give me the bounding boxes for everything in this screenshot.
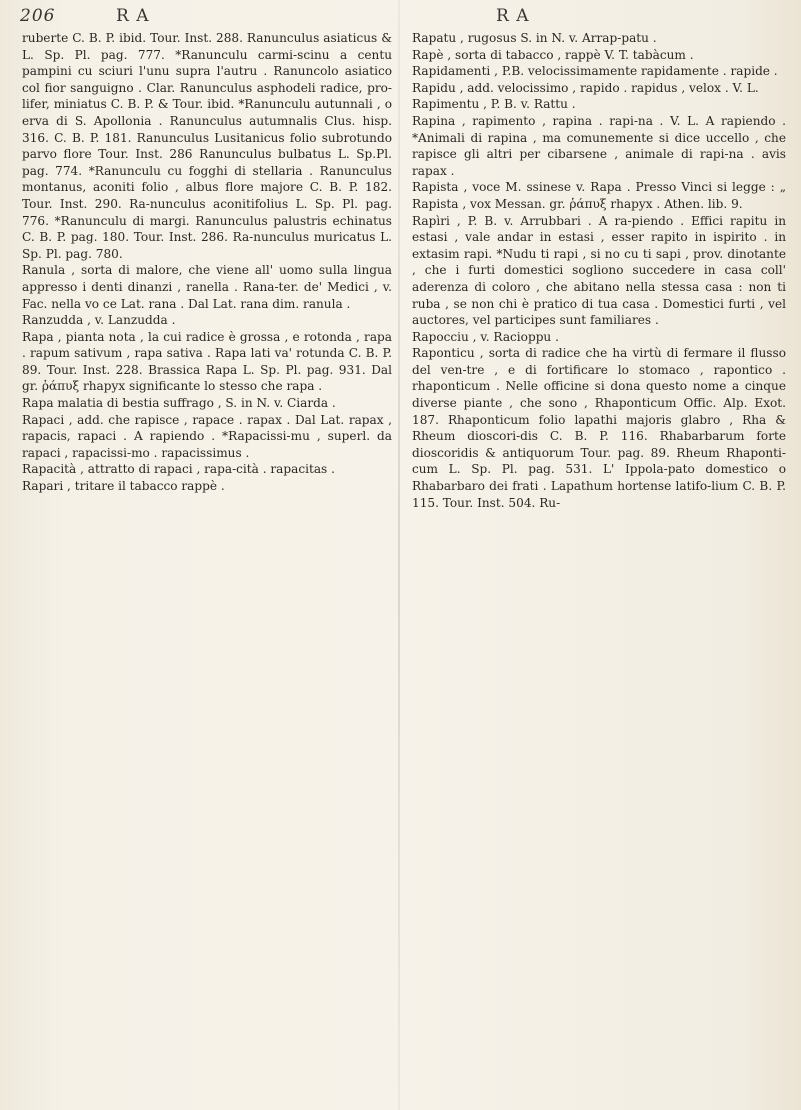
left-column bbox=[22, 30, 392, 495]
entry-rapatu: Rapatu , rugosus S. in N. v. Arrap-patu . bbox=[412, 31, 657, 45]
entry-rapimentu: Rapimentu , P. B. v. Rattu . bbox=[412, 97, 576, 112]
entry-raponticu: Raponticu , sorta di radice che ha virtù di fermare il flusso del ven-tre , e di fortificare lo stomaco , rapontico . rhaponticum . Nelle officine si dona questo nome a cinque diverse piante , che sono , Rhaponticum Offic. Alp. Exot. 187. Rhaponticum folio lapathi majoris glabro , Rha & Rheum dioscori-dis C. B. P. 116. Rhabarbarum forte dioscoridis & antiquorum Tour. pag. 89. Rheum Rhaponti-cum L. Sp. Pl. pag. 531. L' Ippola-pato domestico o Rhabarbaro dei frati . Lapathum hortense latifo-lium C. B. P. 115. Tour. Inst. 504. Ru- bbox=[412, 346, 786, 510]
entry-ranzudda: Ranzudda , v. Lanzudda . bbox=[22, 313, 176, 328]
page-number: 206 bbox=[20, 6, 56, 26]
entry-rapidamenti: Rapidamenti , P.B. velocissimamente rapidamente . rapide . bbox=[412, 64, 778, 79]
entry-rapa: Rapa , pianta nota , la cui radice è grossa , e rotonda , rapa . rapum sativum , rapa sativa . Rapa lati va' rotunda C. B. P. 89. Tour. Inst. 228. Brassica Rapa L. Sp. Pl. pag. 931. Dal gr. ῥάπυξ rhapyx significante lo stesso che rapa . bbox=[22, 329, 392, 394]
entry-rapocciu: Rapocciu , v. Racioppu . bbox=[412, 329, 559, 344]
entry-ranunculus-cont: ruberte C. B. P. ibid. Tour. Inst. 288. Ranunculus asiaticus & L. Sp. Pl. pag. 777. *Ranunculu carmi-scinu a centu pampini cu sciuri l'unu supra l'autru . Ranuncolo asiatico col fior sanguigno . Clar. Ranunculus asphodeli radice, pro-lifer, miniatus C. B. P. & Tour. ibid. *Ranunculu autunnali , o erva di S. Apollonia . Ranunculus autumnalis Clus. hisp. 316. C. B. P. 181. Ranunculus Lusitanicus folio subrotundo parvo flore Tour. Inst. 286 Ranunculus bulbatus L. Sp.Pl. pag. 774. *Ranunculu cu fogghi di stellaria . Ranunculus montanus, aconiti folio , albus flore majore C. B. P. 182. Tour. Inst. 290. Ra-nunculus aconitifolius L. Sp. Pl. pag. 776. *Ranunculu di margi. Ranunculus palustris echinatus C. B. P. pag. 180. Tour. Inst. 286. Ra-nunculus muricatus L. Sp. Pl. pag. 780. bbox=[22, 31, 392, 261]
entry-rapista: Rapista , voce M. ssinese v. Rapa . Presso Vinci si legge : „ Rapista , vox Messan. gr. ῥάπυξ rhapyx . Athen. lib. 9. bbox=[412, 180, 786, 211]
running-head-right: R A bbox=[496, 6, 530, 26]
entry-rapidu: Rapidu , add. velocissimo , rapido . rapidus , velox . V. L. bbox=[412, 80, 759, 95]
running-head-left: R A bbox=[116, 6, 150, 26]
entry-rapacita: Rapacità , attratto di rapaci , rapa-cità . rapacitas . bbox=[22, 462, 335, 477]
right-column bbox=[412, 30, 786, 511]
entry-rapaci: Rapaci , add. che rapisce , rapace . rapax . Dal Lat. rapax , rapacis, rapaci . A rapiendo . *Rapacissi-mu , superl. da rapaci , rapacissi-mo . rapacissimus . bbox=[22, 412, 392, 460]
entry-rapina: Rapina , rapimento , rapina . rapi-na . V. L. A rapiendo . *Animali di rapina , ma comunemente si dice uccello , che rapisce gli altri per cibarsene , animale di rapi-na . avis rapax . bbox=[412, 113, 786, 178]
entry-rapa-malatia: Rapa malatia di bestia suffrago , S. in N. v. Ciarda . bbox=[22, 396, 336, 411]
entry-rapiri: Rapìri , P. B. v. Arrubbari . A ra-piendo . Effici rapitu in estasi , vale andar in estasi , esser rapito in ispirito . in extasim rapi. *Nudu ti rapi , si no cu ti sapi , prov. dinotante , che i furti domestici sogliono succedere in casa coll' aderenza di coloro , che abitano nella stessa casa : non ti ruba , se non chi è pratico di tua casa . Domestici furti , vel auctores, vel participes sunt familiares . bbox=[412, 213, 786, 328]
entry-ranula: Ranula , sorta di malore, che viene all' uomo sulla lingua appresso i denti dinanzi , ranella . Rana-ter. de' Medici , v. Fac. nella vo ce Lat. rana . Dal Lat. rana dim. ranula . bbox=[22, 263, 392, 311]
entry-rape: Rapè , sorta di tabacco , rappè V. T. tabàcum . bbox=[412, 47, 694, 62]
column-gutter bbox=[398, 0, 400, 1110]
entry-rapari: Rapari , tritare il tabacco rappè . bbox=[22, 479, 225, 494]
